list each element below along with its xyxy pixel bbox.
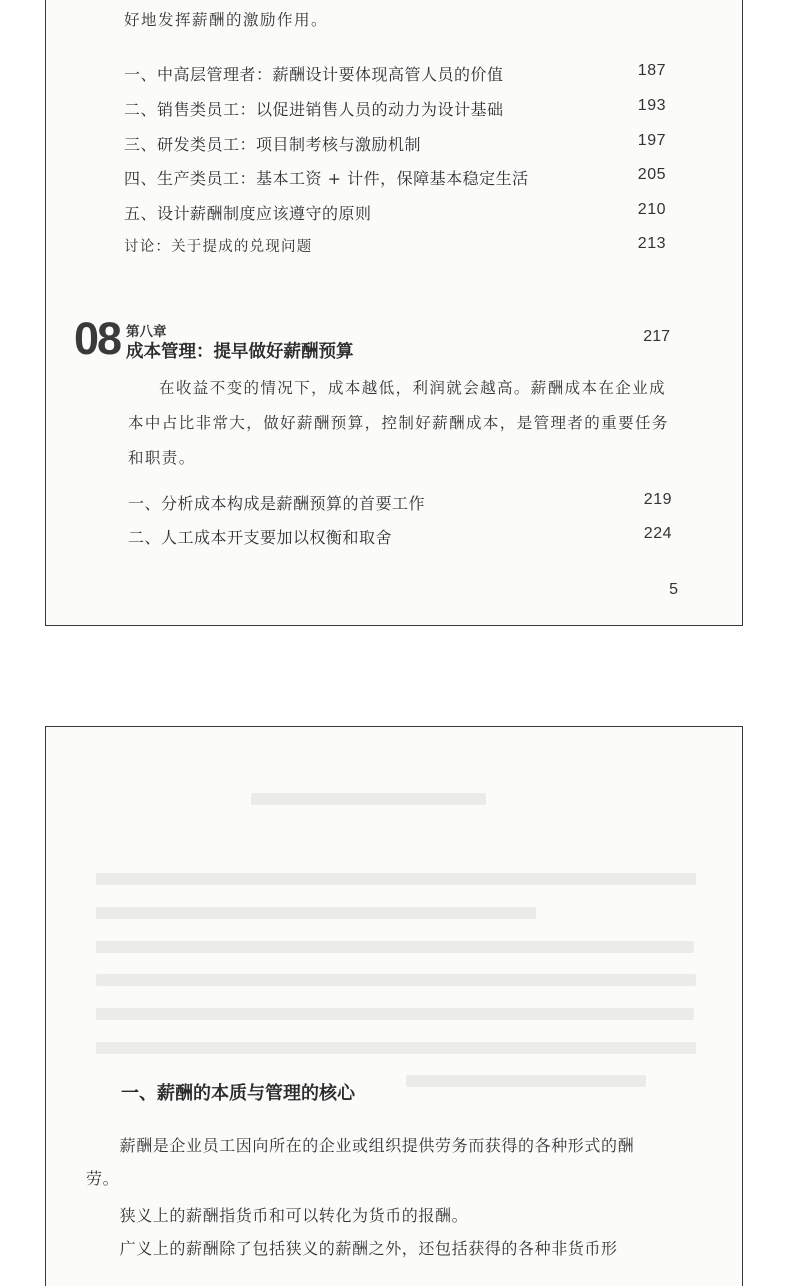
show-through-decoration	[251, 793, 486, 805]
toc-entry-title: 一、中高层管理者：薪酬设计要体现高管人员的价值	[124, 65, 504, 84]
page-folio: 5	[669, 581, 678, 598]
intro-text-tail: 好地发挥薪酬的激励作用。	[124, 11, 329, 29]
show-through-decoration	[96, 1042, 696, 1054]
chapter-label: 第八章	[126, 324, 167, 340]
toc-entry-title: 五、设计薪酬制度应该遵守的原则	[124, 204, 372, 223]
toc-entry-title: 二、人工成本开支要加以权衡和取舍	[128, 528, 393, 547]
toc-entry-title: 三、研发类员工：项目制考核与激励机制	[124, 135, 422, 154]
toc-entry-title: 一、分析成本构成是薪酬预算的首要工作	[128, 494, 426, 513]
book-page-body	[45, 726, 743, 1286]
show-through-decoration	[96, 941, 694, 953]
toc-entry	[124, 166, 666, 192]
toc-entry	[128, 491, 672, 517]
toc-entry-page: 224	[643, 525, 672, 542]
toc-entry-page: 210	[637, 201, 666, 218]
show-through-decoration	[96, 873, 696, 885]
toc-entry-title: 二、销售类员工：以促进销售人员的动力为设计基础	[124, 100, 504, 119]
toc-entry-title: 四、生产类员工：基本工资 + 计件，保障基本稳定生活	[124, 169, 529, 188]
toc-entry-page: 187	[637, 62, 666, 79]
toc-entry-page: 219	[643, 491, 672, 508]
toc-entry	[128, 525, 672, 551]
toc-entry-page: 205	[637, 166, 666, 183]
toc-entry	[124, 97, 666, 123]
show-through-decoration	[96, 1008, 694, 1020]
body-paragraph: 广义上的薪酬除了包括狭义的薪酬之外，还包括获得的各种非货币形	[119, 1239, 618, 1258]
toc-entry-page: 213	[637, 235, 666, 252]
toc-entry-discussion	[124, 235, 666, 261]
body-paragraph: 薪酬是企业员工因向所在的企业或组织提供劳务而获得的各种形式的酬劳。	[86, 1136, 635, 1188]
chapter-number: 08	[74, 313, 121, 364]
toc-entry	[124, 132, 666, 158]
section-heading: 一、薪酬的本质与管理的核心	[121, 1083, 355, 1104]
toc-entry	[124, 201, 666, 227]
toc-entry-page: 197	[637, 132, 666, 149]
show-through-decoration	[96, 974, 696, 986]
show-through-decoration	[96, 907, 536, 919]
toc-entry-title: 讨论：关于提成的兑现问题	[124, 239, 313, 255]
book-page-toc	[45, 0, 743, 626]
chapter-title: 成本管理：提早做好薪酬预算	[126, 342, 354, 362]
body-paragraph: 狭义上的薪酬指货币和可以转化为货币的报酬。	[119, 1206, 469, 1225]
show-through-decoration	[406, 1075, 646, 1087]
toc-entry-page: 193	[637, 97, 666, 114]
chapter-intro: 在收益不变的情况下，成本越低，利润就会越高。薪酬成本在企业成本中占比非常大，做好薪酬预算，控制好薪酬成本，是管理者的重要任务和职责。	[128, 379, 669, 467]
toc-entry	[124, 62, 666, 88]
chapter-page: 217	[643, 328, 670, 345]
